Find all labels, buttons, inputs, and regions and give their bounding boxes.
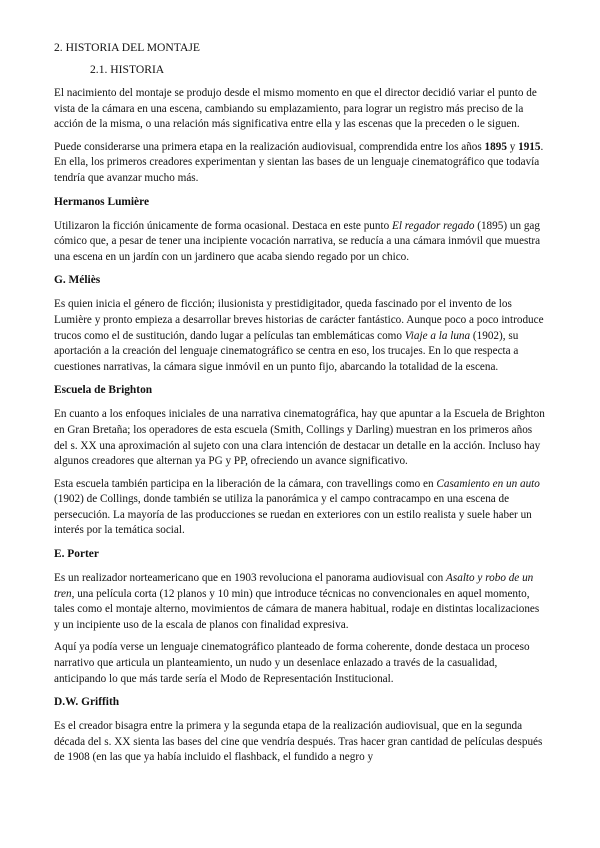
heading-porter: E. Porter [54,548,99,561]
year-1915: 1915 [518,140,541,153]
intro-paragraph-2: Puede considerarse una primera etapa en la realización audiovisual, comprendida entre los años 1895 y 1915. En ella, los primeros creadores experimentan y sientan las bases de un lenguaje cinematográfico que todavía tendría que avanzar mucho más. [54,140,544,184]
lumiere-paragraph: Utilizaron la ficción únicamente de forma ocasional. Destaca en este punto El regador regado (1895) un gag cómico que, a pesar de tener una incipiente vocación narrativa, se reducía a una cámara inmóvil que muestra una escena en un jardín con un jardinero que acaba siendo regado por un chico. [54,219,541,263]
film-title: El regador regado [391,219,475,232]
subsection-title: 2.1. HISTORIA [90,63,165,76]
brighton-paragraph-1: En cuanto a los enfoques iniciales de una narrativa cinematográfica, hay que apuntar a la Escuela de Brighton en Gran Bretaña; los operadores de esta escuela (Smith, Collings y Darling) muestran en los primeros años del s. XX una aproximación al sujeto con una clara intención de destacar un detalle en la acción. Incluso hay algunos creadores que alternan ya PG y PP, ofreciendo un avance significativo. [54,408,545,468]
heading-griffith: D.W. Griffith [54,696,120,709]
melies-paragraph: Es quien inicia el género de ficción; ilusionista y prestidigitador, queda fascinado por el invento de los Lumière y pronto empieza a desarrollar breves historias de carácter fantástico. Aunque poco a poco introduce trucos como el de sustitución, dando lugar a películas tan emblemáticas como Viaje a la luna (1902), su aportación a la creación del lenguaje cinematográfico se centra en eso, los trucajes. En lo que respecta a cuestiones narrativas, la cámara sigue inmóvil en un punto fijo, abarcando la totalidad de la escena. [54,298,544,373]
heading-melies: G. Méliès [54,274,101,287]
year-1895: 1895 [484,140,507,153]
porter-paragraph-2: Aquí ya podía verse un lenguaje cinematográfico planteado de forma coherente, donde destaca un proceso narrativo que articula un planteamiento, un nudo y un desenlace enlazado a través de la casualidad, anticipando lo que más tarde sería el Modo de Representación Institucional. [54,641,530,685]
section-title: 2. HISTORIA DEL MONTAJE [54,41,200,54]
porter-paragraph-1: Es un realizador norteamericano que en 1903 revoluciona el panorama audiovisual con Asalto y robo de un tren, una película corta (12 planos y 10 min) que introduce técnicas no convencionales en aquel momento, tales como el montaje alterno, movimientos de cámara de manera habitual, rodaje en distintas localizaciones y un incipiente uso de la escala de planos con finalidad expresiva. [54,572,540,631]
griffith-paragraph: Es el creador bisagra entre la primera y la segunda etapa de la realización audiovisual, que en la segunda década del s. XX sienta las bases del cine que vendría después. Tras hacer gran cantidad de películas después de 1908 (en las que ya había incluido el flashback, el fundido a negro y [54,720,543,764]
document-body [54,40,546,773]
film-title: Viaje a la luna [404,329,471,342]
film-title: Asalto y robo de un tren [54,572,534,600]
heading-brighton: Escuela de Brighton [54,384,153,397]
heading-lumiere: Hermanos Lumière [54,195,150,208]
brighton-paragraph-2: Esta escuela también participa en la liberación de la cámara, con travellings como en Casamiento en un auto (1902) de Collings, donde también se utiliza la panorámica y el campo contracampo en una escena de persecución. La mayoría de las producciones se ruedan en exteriores con un estilo realista y suele haber un interés por la temática social. [54,477,540,537]
intro-paragraph-1: El nacimiento del montaje se produjo desde el mismo momento en que el director decidió variar el punto de vista de la cámara en una escena, cambiando su emplazamiento, para lograr un registro más preciso de la acción de la misma, o una relación más significativa entre ella y las escenas que la preceden o le siguen. [54,87,537,131]
film-title: Casamiento en un auto [436,477,540,490]
